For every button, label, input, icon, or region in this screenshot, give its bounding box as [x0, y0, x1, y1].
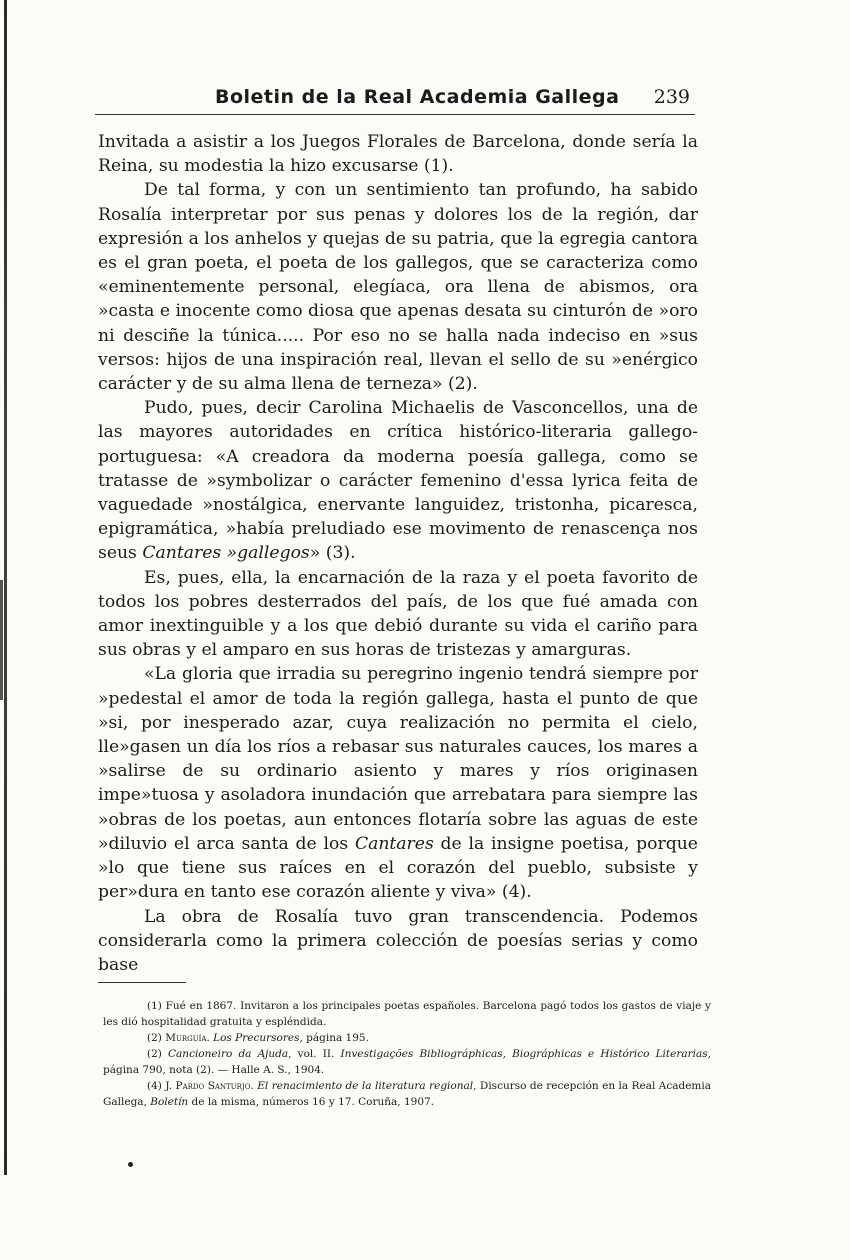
paragraph-4: Es, pues, ella, la encarnación de la raza y el poeta favorito de todos los pobres desterrados del país, de los que fué amada con amor inextinguible y a los que debió durante su vida el cariño para sus obras y el amparo en sus horas de tristezas y amarguras. — [98, 567, 698, 661]
work-title-cantares: Cantares — [354, 833, 434, 854]
page-edge-mark — [4, 0, 7, 1175]
footnote-1: (1) Fué en 1867. Invitaron a los principales poetas españoles. Barcelona pagó todos los gastos de viaje y les dió hospitalidad gratuita y espléndida. — [103, 1000, 711, 1028]
ink-dot — [128, 1162, 133, 1167]
footnote-rule — [98, 982, 186, 983]
body-text — [98, 130, 698, 977]
paragraph-6: La obra de Rosalía tuvo gran transcendencia. Podemos considerarla como la primera colección de poesías serias y como base — [98, 906, 698, 975]
paragraph-5-quote: «La gloria que irradia su peregrino ingenio tendrá siempre por »pedestal el amor de toda la región gallega, hasta el punto de que »si, por inesperado azar, cuya realización no permita el cielo, lle»gasen un día los ríos a rebasar sus naturales cauces, los mares a »salirse de su ordinario asiento y mares y ríos originasen impe»tuosa y asoladora inundación que arrebatara para siempre las »obras de los poetas, aun entonces flotaría sobre las aguas de este »diluvio el arca santa de los Cantares de la insigne poetisa, porque »lo que tiene sus raíces en el corazón del pueblo, subsiste y per»dura en tanto ese corazón aliente y viva» (4). — [98, 664, 698, 903]
footnotes — [103, 998, 711, 1110]
page-number: 239 — [653, 86, 690, 108]
paragraph-1: Invitada a asistir a los Juegos Florales de Barcelona, donde sería la Reina, su modestia la hizo excusarse (1). — [98, 132, 698, 177]
footnote-4: (4) J. Pardo Santurjo. El renacimiento de la literatura regional, Discurso de recepción en la Real Academia Gallega, Boletín de la misma, números 16 y 17. Coruña, 1907. — [103, 1080, 712, 1108]
page-edge-mark-2 — [0, 580, 3, 700]
paragraph-2: De tal forma, y con un sentimiento tan profundo, ha sabido Rosalía interpretar por sus penas y dolores los de la región, dar expresión a los anhelos y quejas de su patria, que la egregia cantora es el gran poeta, el poeta de los gallegos, que se caracteriza como «eminentemente personal, elegíaca, ora llena de abismos, ora »casta e inocente como diosa que apenas desata su cinturón de »oro ni desciñe la túnica..... Por eso no se halla nada indeciso en »sus versos: hijos de una inspiración real, llevan el sello de su »enérgico carácter y de su alma llena de terneza» (2). — [98, 180, 698, 395]
footnote-2b: (2) Cancioneiro da Ajuda, vol. II. Investigações Bibliográphicas, Biográphicas e Histórico Literarias, página 790, nota (2). — Halle A. S., 1904. — [103, 1048, 711, 1076]
paragraph-3: Pudo, pues, decir Carolina Michaelis de Vasconcellos, una de las mayores autoridades en crítica histórico-literaria gallego-portuguesa: «A creadora da moderna poesía gallega, como se tratasse de »symbolizar o carácter femenino d'essa lyrica feita de vaguedade »nostálgica, enervante languidez, tristonha, picaresca, epigramática, »había preludiado ese movimento de renascença nos seus Cantares »gallegos» (3). — [98, 398, 698, 564]
footnote-2a: (2) Murguía. Los Precursores, página 195. — [147, 1032, 369, 1044]
running-head — [95, 86, 695, 116]
work-title-cantares-gallegos: Cantares »gallegos — [142, 543, 310, 564]
journal-title: Boletin de la Real Academia Gallega — [215, 86, 620, 108]
header-rule — [95, 114, 695, 115]
